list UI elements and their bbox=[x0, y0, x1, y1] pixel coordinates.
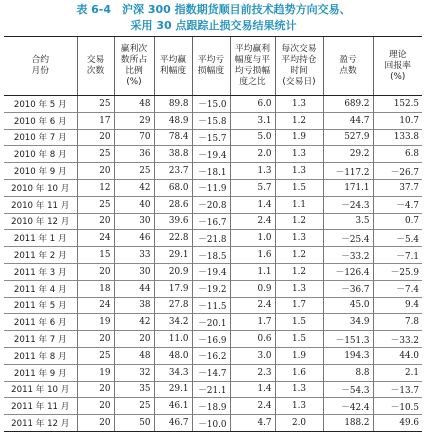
table-row bbox=[4, 263, 422, 280]
cell-avg-hold: 1.3 bbox=[275, 381, 323, 398]
cell-avg-loss: －19.4 bbox=[192, 263, 230, 280]
header-line: 幅度与平 bbox=[234, 55, 271, 65]
cell-pnl: 689.2 bbox=[323, 96, 373, 113]
cell-win-ratio: 38 bbox=[114, 297, 154, 314]
table-row bbox=[4, 280, 422, 297]
cell-pnl: －151.3 bbox=[323, 331, 373, 348]
cell-avg-loss: －15.0 bbox=[192, 96, 230, 113]
table-row bbox=[4, 146, 422, 163]
cell-theory-return: 49.6 bbox=[373, 415, 422, 432]
caption-line-1: 表 6-4 沪深 300 指数期货顺目前技术趋势方向交易、 bbox=[76, 3, 351, 16]
header-avg-hold bbox=[275, 37, 323, 96]
cell-pnl: 171.1 bbox=[323, 179, 373, 196]
cell-avg-loss: －19.2 bbox=[192, 280, 230, 297]
cell-win-ratio: 30 bbox=[114, 263, 154, 280]
cell-win-loss-ratio: 2.4 bbox=[230, 297, 275, 314]
cell-month: 2010 年 12 月 bbox=[4, 213, 77, 230]
cell-theory-return: －33.2 bbox=[373, 331, 422, 348]
header-line: 度之比 bbox=[239, 77, 266, 87]
cell-month: 2011 年 3 月 bbox=[4, 263, 77, 280]
table-row bbox=[4, 331, 422, 348]
cell-theory-return: －5.4 bbox=[373, 230, 422, 247]
cell-theory-return: 2.1 bbox=[373, 364, 422, 381]
cell-avg-loss: －18.1 bbox=[192, 163, 230, 180]
cell-month: 2011 年 5 月 bbox=[4, 297, 77, 314]
cell-month: 2011 年 8 月 bbox=[4, 347, 77, 364]
cell-month: 2011 年 11 月 bbox=[4, 398, 77, 415]
cell-win-loss-ratio: 6.0 bbox=[230, 96, 275, 113]
cell-avg-hold: 1.3 bbox=[275, 146, 323, 163]
cell-theory-return: 7.8 bbox=[373, 314, 422, 331]
cell-win-ratio: 40 bbox=[114, 196, 154, 213]
cell-win-loss-ratio: 3.1 bbox=[230, 112, 275, 129]
cell-pnl: 188.2 bbox=[323, 415, 373, 432]
header-line: 每次交易 bbox=[281, 44, 317, 54]
cell-avg-loss: －15.7 bbox=[192, 129, 230, 146]
cell-pnl: 29.2 bbox=[323, 146, 373, 163]
cell-avg-loss: －20.1 bbox=[192, 314, 230, 331]
header-line: 平均赢利 bbox=[234, 44, 271, 54]
cell-avg-hold: 1.6 bbox=[275, 364, 323, 381]
table-row bbox=[4, 381, 422, 398]
cell-trades: 20 bbox=[77, 331, 114, 348]
cell-win-loss-ratio: 1.1 bbox=[230, 263, 275, 280]
table-row bbox=[4, 129, 422, 146]
cell-avg-win: 39.6 bbox=[154, 213, 192, 230]
cell-win-loss-ratio: 1.6 bbox=[230, 247, 275, 264]
header-win-loss-ratio bbox=[230, 37, 275, 96]
header-line: 平均持仓 bbox=[281, 55, 317, 65]
table-row bbox=[4, 347, 422, 364]
cell-pnl: －24.3 bbox=[323, 196, 373, 213]
cell-avg-loss: －15.8 bbox=[192, 112, 230, 129]
cell-avg-win: 89.8 bbox=[154, 96, 192, 113]
header-line: 交易 bbox=[86, 55, 105, 65]
cell-avg-win: 68.0 bbox=[154, 179, 192, 196]
cell-win-ratio: 20 bbox=[114, 331, 154, 348]
header-line: 利幅度 bbox=[159, 66, 187, 76]
cell-win-ratio: 25 bbox=[114, 163, 154, 180]
cell-pnl: －33.2 bbox=[323, 247, 373, 264]
cell-avg-win: 48.9 bbox=[154, 112, 192, 129]
table-wrapper bbox=[4, 36, 422, 432]
cell-avg-win: 17.9 bbox=[154, 280, 192, 297]
cell-avg-loss: －18.9 bbox=[192, 398, 230, 415]
cell-avg-loss: －21.8 bbox=[192, 230, 230, 247]
cell-avg-win: 34.2 bbox=[154, 314, 192, 331]
cell-trades: 24 bbox=[77, 230, 114, 247]
cell-avg-loss: －18.5 bbox=[192, 247, 230, 264]
header-line: 比例 bbox=[125, 66, 143, 76]
cell-trades: 20 bbox=[77, 163, 114, 180]
cell-avg-win: 78.4 bbox=[154, 129, 192, 146]
cell-avg-hold: 1.3 bbox=[275, 398, 323, 415]
cell-trades: 20 bbox=[77, 381, 114, 398]
header-line: 回报率 bbox=[384, 60, 411, 71]
cell-avg-hold: 1.1 bbox=[275, 196, 323, 213]
cell-win-loss-ratio: 4.7 bbox=[230, 415, 275, 432]
cell-month: 2010 年 9 月 bbox=[4, 163, 77, 180]
cell-win-loss-ratio: 5.7 bbox=[230, 179, 275, 196]
cell-avg-hold: 1.3 bbox=[275, 96, 323, 113]
cell-avg-loss: －16.2 bbox=[192, 347, 230, 364]
cell-trades: 19 bbox=[77, 364, 114, 381]
cell-trades: 12 bbox=[77, 179, 114, 196]
cell-trades: 20 bbox=[77, 213, 114, 230]
cell-month: 2011 年 12 月 bbox=[4, 415, 77, 432]
cell-win-ratio: 35 bbox=[114, 381, 154, 398]
cell-win-loss-ratio: 1.4 bbox=[230, 381, 275, 398]
cell-avg-hold: 1.3 bbox=[275, 230, 323, 247]
cell-month: 2010 年 6 月 bbox=[4, 112, 77, 129]
cell-pnl: 194.3 bbox=[323, 347, 373, 364]
header-line: 均亏损幅 bbox=[234, 66, 271, 76]
cell-avg-win: 11.0 bbox=[154, 331, 192, 348]
cell-theory-return: 152.5 bbox=[373, 96, 422, 113]
cell-win-ratio: 44 bbox=[114, 280, 154, 297]
header-line: 理论 bbox=[388, 49, 407, 60]
cell-month: 2010 年 5 月 bbox=[4, 96, 77, 113]
cell-win-ratio: 48 bbox=[114, 347, 154, 364]
cell-win-ratio: 46 bbox=[114, 230, 154, 247]
cell-avg-hold: 1.3 bbox=[275, 163, 323, 180]
table-row bbox=[4, 247, 422, 264]
cell-avg-hold: 1.2 bbox=[275, 112, 323, 129]
cell-avg-win: 29.1 bbox=[154, 381, 192, 398]
header-row bbox=[4, 37, 422, 96]
header-line: 次数 bbox=[86, 66, 105, 76]
table-row bbox=[4, 364, 422, 381]
table-row bbox=[4, 196, 422, 213]
cell-avg-hold: 1.2 bbox=[275, 247, 323, 264]
cell-avg-hold: 1.5 bbox=[275, 179, 323, 196]
cell-trades: 25 bbox=[77, 196, 114, 213]
cell-pnl: －25.4 bbox=[323, 230, 373, 247]
header-line: 平均赢 bbox=[159, 55, 187, 65]
cell-avg-hold: 1.9 bbox=[275, 347, 323, 364]
cell-win-loss-ratio: 2.0 bbox=[230, 146, 275, 163]
caption-line-2: 采用 30 点跟踪止损交易结果统计 bbox=[130, 19, 297, 32]
cell-win-ratio: 42 bbox=[114, 179, 154, 196]
table-row bbox=[4, 112, 422, 129]
cell-avg-win: 20.9 bbox=[154, 263, 192, 280]
cell-win-loss-ratio: 1.4 bbox=[230, 196, 275, 213]
header-line: 时间 bbox=[290, 66, 308, 76]
cell-pnl: 45.0 bbox=[323, 297, 373, 314]
cell-avg-hold: 2.0 bbox=[275, 415, 323, 432]
table-row bbox=[4, 314, 422, 331]
header-avg-win bbox=[154, 37, 192, 96]
header-win-ratio bbox=[114, 37, 154, 96]
cell-pnl: －42.4 bbox=[323, 398, 373, 415]
cell-avg-hold: 1.9 bbox=[275, 129, 323, 146]
header-line: 数所占 bbox=[120, 55, 148, 65]
cell-month: 2011 年 7 月 bbox=[4, 331, 77, 348]
cell-avg-win: 29.1 bbox=[154, 247, 192, 264]
cell-trades: 18 bbox=[77, 280, 114, 297]
cell-theory-return: 9.4 bbox=[373, 297, 422, 314]
table-row bbox=[4, 213, 422, 230]
cell-theory-return: －13.7 bbox=[373, 381, 422, 398]
cell-avg-loss: －11.5 bbox=[192, 297, 230, 314]
header-trades bbox=[77, 37, 114, 96]
cell-pnl: 527.9 bbox=[323, 129, 373, 146]
cell-theory-return: 133.8 bbox=[373, 129, 422, 146]
cell-avg-hold: 1.5 bbox=[275, 331, 323, 348]
header-theory-return bbox=[373, 37, 422, 96]
cell-avg-win: 23.7 bbox=[154, 163, 192, 180]
cell-trades: 25 bbox=[77, 347, 114, 364]
cell-pnl: －117.2 bbox=[323, 163, 373, 180]
table-row bbox=[4, 415, 422, 432]
cell-avg-win: 27.8 bbox=[154, 297, 192, 314]
cell-win-ratio: 33 bbox=[114, 247, 154, 264]
header-line: 赢利次 bbox=[120, 44, 148, 54]
cell-trades: 15 bbox=[77, 247, 114, 264]
header-line: 点数 bbox=[339, 66, 357, 76]
cell-avg-loss: －19.4 bbox=[192, 146, 230, 163]
cell-pnl: 34.9 bbox=[323, 314, 373, 331]
cell-avg-win: 46.7 bbox=[154, 415, 192, 432]
cell-trades: 20 bbox=[77, 415, 114, 432]
cell-avg-loss: －11.9 bbox=[192, 179, 230, 196]
cell-win-loss-ratio: 1.0 bbox=[230, 230, 275, 247]
cell-month: 2010 年 7 月 bbox=[4, 129, 77, 146]
cell-month: 2011 年 10 月 bbox=[4, 381, 77, 398]
table-row bbox=[4, 398, 422, 415]
cell-month: 2010 年 11 月 bbox=[4, 196, 77, 213]
cell-theory-return: －7.1 bbox=[373, 247, 422, 264]
cell-theory-return: －26.7 bbox=[373, 163, 422, 180]
cell-theory-return: －7.4 bbox=[373, 280, 422, 297]
results-table bbox=[4, 36, 422, 432]
cell-avg-win: 46.1 bbox=[154, 398, 192, 415]
cell-month: 2010 年 10 月 bbox=[4, 179, 77, 196]
cell-win-ratio: 42 bbox=[114, 314, 154, 331]
cell-avg-hold: 1.3 bbox=[275, 280, 323, 297]
cell-win-loss-ratio: 2.4 bbox=[230, 398, 275, 415]
table-row bbox=[4, 230, 422, 247]
cell-pnl: 44.7 bbox=[323, 112, 373, 129]
header-line: 合约 bbox=[31, 55, 50, 65]
cell-theory-return: 0.7 bbox=[373, 213, 422, 230]
cell-month: 2011 年 2 月 bbox=[4, 247, 77, 264]
cell-win-loss-ratio: 5.0 bbox=[230, 129, 275, 146]
cell-win-ratio: 25 bbox=[114, 398, 154, 415]
header-line: (交易日) bbox=[282, 77, 316, 87]
cell-win-loss-ratio: 0.9 bbox=[230, 280, 275, 297]
cell-win-ratio: 29 bbox=[114, 112, 154, 129]
cell-pnl: －126.4 bbox=[323, 263, 373, 280]
cell-avg-loss: －21.1 bbox=[192, 381, 230, 398]
cell-avg-hold: 1.7 bbox=[275, 297, 323, 314]
cell-trades: 25 bbox=[77, 96, 114, 113]
cell-month: 2010 年 8 月 bbox=[4, 146, 77, 163]
cell-avg-loss: －16.9 bbox=[192, 331, 230, 348]
cell-trades: 20 bbox=[77, 129, 114, 146]
header-pnl bbox=[323, 37, 373, 96]
cell-avg-loss: －20.8 bbox=[192, 196, 230, 213]
cell-win-ratio: 30 bbox=[114, 213, 154, 230]
cell-trades: 20 bbox=[77, 263, 114, 280]
table-row bbox=[4, 163, 422, 180]
cell-theory-return: －4.7 bbox=[373, 196, 422, 213]
cell-avg-hold: 1.2 bbox=[275, 263, 323, 280]
table-row bbox=[4, 96, 422, 113]
header-line: (%) bbox=[126, 77, 142, 87]
cell-avg-loss: －16.7 bbox=[192, 213, 230, 230]
cell-theory-return: 37.7 bbox=[373, 179, 422, 196]
cell-avg-win: 38.8 bbox=[154, 146, 192, 163]
cell-win-loss-ratio: 3.0 bbox=[230, 347, 275, 364]
cell-win-loss-ratio: 1.3 bbox=[230, 163, 275, 180]
cell-avg-hold: 1.2 bbox=[275, 213, 323, 230]
cell-avg-hold: 1.5 bbox=[275, 314, 323, 331]
cell-win-ratio: 70 bbox=[114, 129, 154, 146]
table-row bbox=[4, 297, 422, 314]
cell-trades: 24 bbox=[77, 297, 114, 314]
header-month bbox=[4, 37, 77, 96]
cell-win-loss-ratio: 1.7 bbox=[230, 314, 275, 331]
header-line: 月份 bbox=[31, 66, 50, 76]
header-line: 平均亏 bbox=[197, 55, 225, 65]
header-avg-loss bbox=[192, 37, 230, 96]
cell-avg-loss: －14.7 bbox=[192, 364, 230, 381]
cell-avg-win: 34.3 bbox=[154, 364, 192, 381]
cell-avg-win: 28.6 bbox=[154, 196, 192, 213]
cell-win-loss-ratio: 2.4 bbox=[230, 213, 275, 230]
cell-theory-return: －25.9 bbox=[373, 263, 422, 280]
cell-win-loss-ratio: 0.6 bbox=[230, 331, 275, 348]
cell-win-ratio: 48 bbox=[114, 96, 154, 113]
cell-month: 2011 年 1 月 bbox=[4, 230, 77, 247]
cell-trades: 17 bbox=[77, 112, 114, 129]
header-line: 损幅度 bbox=[197, 66, 225, 76]
cell-win-ratio: 32 bbox=[114, 364, 154, 381]
cell-month: 2011 年 9 月 bbox=[4, 364, 77, 381]
cell-pnl: －36.7 bbox=[323, 280, 373, 297]
cell-avg-loss: －10.0 bbox=[192, 415, 230, 432]
cell-avg-win: 22.8 bbox=[154, 230, 192, 247]
cell-theory-return: 6.8 bbox=[373, 146, 422, 163]
header-line: (%) bbox=[390, 71, 406, 82]
cell-win-ratio: 36 bbox=[114, 146, 154, 163]
cell-theory-return: 10.7 bbox=[373, 112, 422, 129]
cell-win-loss-ratio: 2.3 bbox=[230, 364, 275, 381]
cell-month: 2011 年 6 月 bbox=[4, 314, 77, 331]
cell-trades: 20 bbox=[77, 398, 114, 415]
cell-pnl: －54.3 bbox=[323, 381, 373, 398]
cell-theory-return: －10.5 bbox=[373, 398, 422, 415]
cell-trades: 19 bbox=[77, 314, 114, 331]
cell-trades: 25 bbox=[77, 146, 114, 163]
cell-win-ratio: 50 bbox=[114, 415, 154, 432]
table-row bbox=[4, 179, 422, 196]
cell-pnl: 8.8 bbox=[323, 364, 373, 381]
cell-month: 2011 年 4 月 bbox=[4, 280, 77, 297]
header-line: 盈亏 bbox=[339, 55, 357, 65]
cell-theory-return: 44.0 bbox=[373, 347, 422, 364]
cell-avg-win: 48.0 bbox=[154, 347, 192, 364]
cell-pnl: 3.5 bbox=[323, 213, 373, 230]
